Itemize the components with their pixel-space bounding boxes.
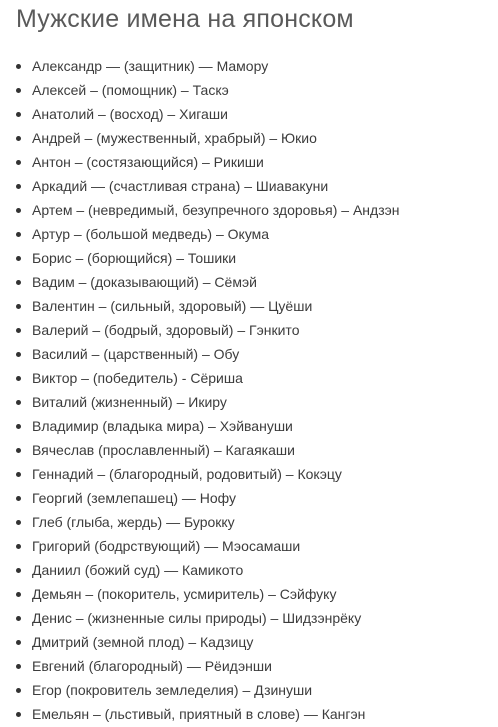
bullet-icon (16, 208, 21, 213)
list-item-text: Григорий (бодрствующий) — Мэосамаши (32, 538, 301, 554)
list-item (0, 294, 498, 318)
list-item (0, 414, 498, 438)
list-item (0, 462, 498, 486)
list-item-text: Денис – (жизненные силы природы) – Шидзэнрёку (32, 610, 362, 626)
list-item (0, 390, 498, 414)
list-item-text: Владимир (владыка мира) – Хэйвануши (32, 418, 293, 434)
bullet-icon (16, 688, 21, 693)
list-item (0, 342, 498, 366)
list-item-text: Глеб (глыба, жердь) — Бурокку (32, 514, 235, 530)
list-item-text: Алексей – (помощник) – Таскэ (32, 82, 229, 98)
bullet-icon (16, 448, 21, 453)
list-item-text: Борис – (борющийся) – Тошики (32, 250, 237, 266)
list-item (0, 270, 498, 294)
list-item (0, 534, 498, 558)
bullet-icon (16, 280, 21, 285)
bullet-icon (16, 424, 21, 429)
list-item (0, 510, 498, 534)
list-item (0, 582, 498, 606)
list-item-text: Виталий (жизненный) – Икиру (32, 394, 227, 410)
list-item-text: Аркадий — (счастливая страна) – Шиавакуни (32, 178, 329, 194)
list-item-text: Анатолий – (восход) – Хигаши (32, 106, 228, 122)
list-item-text: Василий – (царственный) – Обу (32, 346, 240, 362)
list-item-text: Валентин – (сильный, здоровый) — Цуёши (32, 298, 313, 314)
bullet-icon (16, 64, 21, 69)
list-item-text: Егор (покровитель земледелия) – Дзинуши (32, 682, 313, 698)
list-item (0, 198, 498, 222)
list-item (0, 606, 498, 630)
list-item (0, 222, 498, 246)
bullet-icon (16, 184, 21, 189)
bullet-icon (16, 112, 21, 117)
list-item-text: Виктор – (победитель) - Сёриша (32, 370, 243, 386)
list-item-text: Геннадий – (благородный, родовитый) – Кокэцу (32, 466, 342, 482)
list-item-text: Евгений (благородный) — Рёидэнши (32, 658, 272, 674)
list-item-text: Валерий – (бодрый, здоровый) – Гэнкито (32, 322, 300, 338)
list-item (0, 318, 498, 342)
list-item-text: Вячеслав (прославленный) – Кагаякаши (32, 442, 295, 458)
bullet-icon (16, 352, 21, 357)
list-item-text: Артем – (невредимый, безупречного здоровья) – Андзэн (32, 202, 400, 218)
list-item (0, 630, 498, 654)
list-item-text: Даниил (божий суд) — Камикото (32, 562, 244, 578)
list-item-text: Демьян – (покоритель, усмиритель) – Сэйфуку (32, 586, 337, 602)
list-item (0, 558, 498, 582)
bullet-icon (16, 304, 21, 309)
list-item-text: Дмитрий (земной плод) – Кадзицу (32, 634, 254, 650)
list-item-text: Александр — (защитник) — Мамору (32, 58, 269, 74)
list-item (0, 78, 498, 102)
list-item (0, 678, 498, 702)
bullet-icon (16, 520, 21, 525)
bullet-icon (16, 232, 21, 237)
bullet-icon (16, 616, 21, 621)
list-item-text: Георгий (землепашец) — Нофу (32, 490, 237, 506)
bullet-icon (16, 640, 21, 645)
list-item (0, 438, 498, 462)
bullet-icon (16, 664, 21, 669)
list-item (0, 702, 498, 726)
bullet-icon (16, 592, 21, 597)
bullet-icon (16, 496, 21, 501)
list-item (0, 54, 498, 78)
list-item-text: Андрей – (мужественный, храбрый) – Юкио (32, 130, 317, 146)
list-item-text: Вадим – (доказывающий) – Сёмэй (32, 274, 257, 290)
list-item (0, 486, 498, 510)
bullet-icon (16, 568, 21, 573)
list-item (0, 366, 498, 390)
bullet-icon (16, 712, 21, 717)
bullet-icon (16, 376, 21, 381)
list-item-text: Артур – (большой медведь) – Окума (32, 226, 270, 242)
list-item (0, 174, 498, 198)
bullet-icon (16, 160, 21, 165)
bullet-icon (16, 136, 21, 141)
bullet-icon (16, 472, 21, 477)
list-item (0, 654, 498, 678)
page-title: Мужские имена на японском (16, 5, 354, 33)
bullet-icon (16, 400, 21, 405)
bullet-icon (16, 544, 21, 549)
list-item (0, 246, 498, 270)
list-item-text: Емельян – (льстивый, приятный в слове) — Кангэн (32, 706, 366, 722)
list-item-text: Антон – (состязающийся) – Рикиши (32, 154, 264, 170)
list-item (0, 150, 498, 174)
list-item (0, 102, 498, 126)
bullet-icon (16, 328, 21, 333)
bullet-icon (16, 256, 21, 261)
list-item (0, 126, 498, 150)
bullet-icon (16, 88, 21, 93)
names-list (0, 54, 498, 726)
